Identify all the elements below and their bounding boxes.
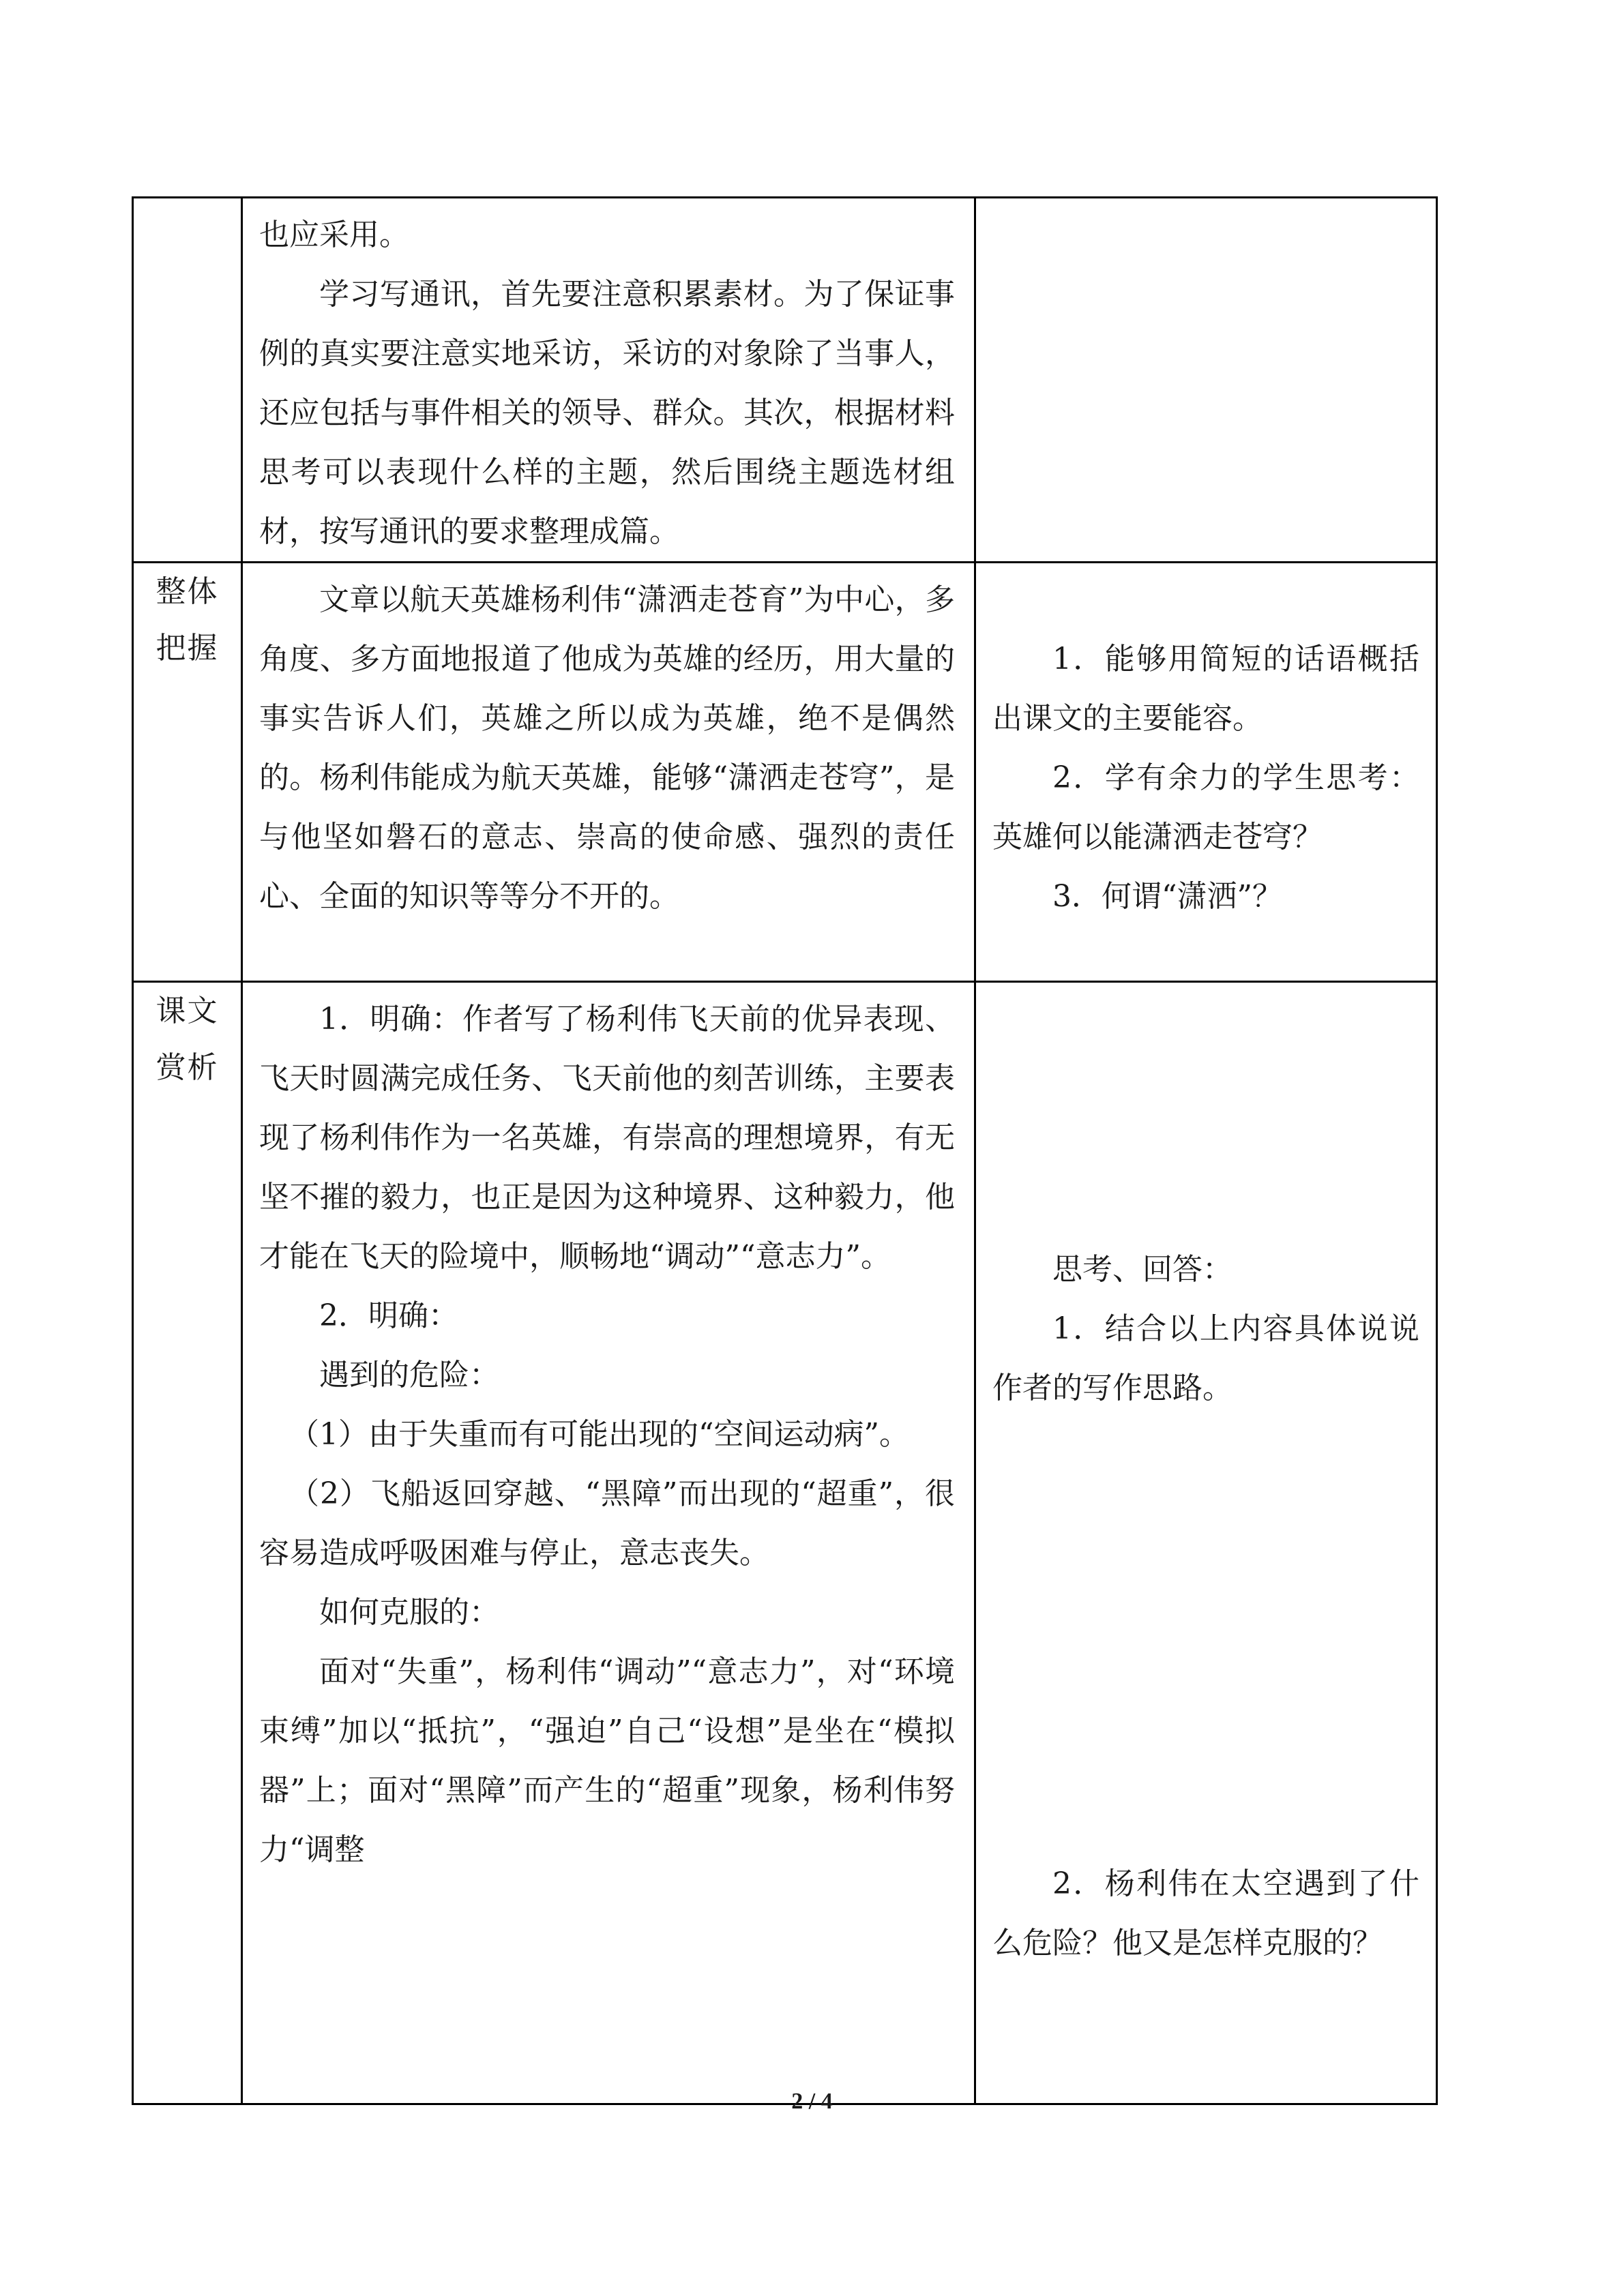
activity-cell (975, 982, 1437, 2104)
table-row (133, 563, 1437, 982)
activity-cell (975, 198, 1437, 563)
row-label-line: 整体 (156, 574, 219, 609)
row-label-line: 赏析 (156, 1050, 219, 1085)
page-number: 2 / 4 (791, 2089, 833, 2114)
table-row (133, 198, 1437, 563)
row-label-line: 课文 (156, 994, 219, 1028)
content-paragraph: （2）飞船返回穿越、“黑障”而出现的“超重”，很容易造成呼吸困难与停止，意志丧失。 (259, 1476, 955, 1570)
activity-paragraph: 思考、回答： (1052, 1252, 1232, 1287)
table-row (133, 982, 1437, 2104)
content-paragraph: 遇到的危险： (319, 1358, 499, 1392)
activity-paragraph: 3．何谓“潇洒”？ (1052, 879, 1282, 914)
content-paragraph: 如何克服的： (319, 1595, 499, 1630)
activity-paragraph: 2．学有余力的学生思考：英雄何以能潇洒走苍穹？ (992, 760, 1419, 854)
content-paragraph: 也应采用。 (259, 218, 409, 252)
row-label-cell (133, 198, 242, 563)
activity-paragraph: 1．结合以上内容具体说说作者的写作思路。 (992, 1311, 1419, 1405)
row-label-cell (133, 982, 242, 2104)
content-paragraph: 文章以航天英雄杨利伟“潇洒走苍育”为中心，多角度、多方面地报道了他成为英雄的经历，用大量的事实告诉人们，英雄之所以成为英雄，绝不是偶然的。杨利伟能成为航天英雄，能够“潇洒走苍穹”，是与他坚如磐石的意志、崇高的使命感、强烈的责任心、全面的知识等等分不开的。 (259, 582, 955, 914)
lesson-plan-table (132, 196, 1438, 2105)
content-paragraph: 面对“失重”，杨利伟“调动”“意志力”，对“环境束缚”加以“抵抗”，“强迫”自己“设想”是坐在“模拟器”上；面对“黑障”而产生的“超重”现象，杨利伟努力“调整 (259, 1654, 955, 1867)
activity-paragraph: 1．能够用简短的话语概括出课文的主要能容。 (992, 642, 1419, 736)
content-cell (242, 198, 975, 563)
content-paragraph: 学习写通讯，首先要注意积累素材。为了保证事例的真实要注意实地采访，采访的对象除了当事人，还应包括与事件相关的领导、群众。其次，根据材料思考可以表现什么样的主题，然后围绕主题选材组材，按写通讯的要求整理成篇。 (259, 277, 955, 549)
content-cell (242, 563, 975, 982)
content-paragraph: 1．明确：作者写了杨利伟飞天前的优异表现、飞天时圆满完成任务、飞天前他的刻苦训练，主要表现了杨利伟作为一名英雄，有崇高的理想境界，有无坚不摧的毅力，也正是因为这种境界、这种毅力，他才能在飞天的险境中，顺畅地“调动”“意志力”。 (259, 1002, 955, 1274)
activity-cell (975, 563, 1437, 982)
content-cell (242, 982, 975, 2104)
activity-paragraph: 2．杨利伟在太空遇到了什么危险？他又是怎样克服的？ (992, 1866, 1419, 1960)
content-paragraph: （1）由于失重而有可能出现的“空间运动病”。 (289, 1417, 909, 1452)
row-label-cell (133, 563, 242, 982)
content-paragraph: 2．明确： (319, 1298, 458, 1333)
row-label-line: 把握 (156, 631, 219, 666)
